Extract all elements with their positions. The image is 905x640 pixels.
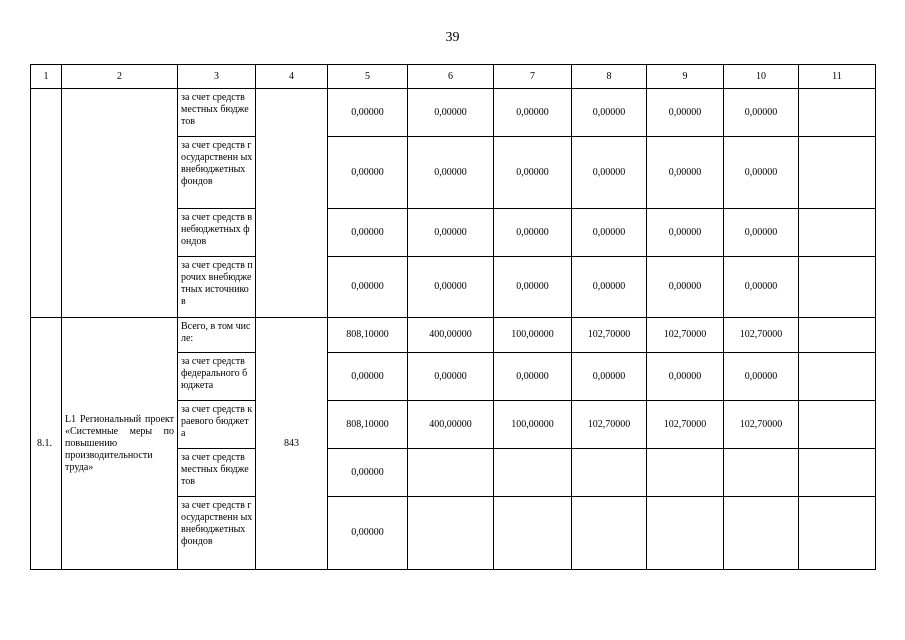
amount-cell: 0,00000 (647, 209, 724, 257)
amount-cell: 0,00000 (572, 209, 647, 257)
column-header: 8 (572, 65, 647, 89)
amount-cell: 400,00000 (408, 401, 494, 449)
amount-cell: 0,00000 (724, 353, 799, 401)
column-header: 5 (328, 65, 408, 89)
row-number-cell: 8.1. (31, 318, 62, 570)
column-header: 7 (494, 65, 572, 89)
amount-cell: 0,00000 (724, 137, 799, 209)
amount-cell (408, 497, 494, 570)
amount-cell: 102,70000 (647, 401, 724, 449)
amount-cell: 0,00000 (494, 209, 572, 257)
amount-cell: 0,00000 (572, 257, 647, 318)
column-header: 4 (256, 65, 328, 89)
amount-cell: 0,00000 (494, 89, 572, 137)
amount-cell: 0,00000 (647, 353, 724, 401)
amount-cell: 0,00000 (408, 257, 494, 318)
amount-cell: 0,00000 (572, 137, 647, 209)
column-header: 6 (408, 65, 494, 89)
note-cell (799, 318, 876, 353)
amount-cell: 0,00000 (408, 353, 494, 401)
amount-cell (572, 497, 647, 570)
amount-cell: 0,00000 (328, 449, 408, 497)
funding-source-cell: за счет средств местных бюджетов (178, 449, 256, 497)
amount-cell: 0,00000 (724, 89, 799, 137)
table-body (31, 65, 876, 570)
amount-cell: 102,70000 (572, 318, 647, 353)
note-cell (799, 89, 876, 137)
amount-cell (408, 449, 494, 497)
amount-cell: 0,00000 (494, 137, 572, 209)
note-cell (799, 137, 876, 209)
amount-cell: 808,10000 (328, 401, 408, 449)
amount-cell: 808,10000 (328, 318, 408, 353)
amount-cell: 0,00000 (328, 209, 408, 257)
code-cell: 843 (256, 318, 328, 570)
amount-cell: 0,00000 (408, 137, 494, 209)
note-cell (799, 449, 876, 497)
code-cell (256, 89, 328, 318)
amount-cell: 0,00000 (328, 257, 408, 318)
amount-cell: 102,70000 (572, 401, 647, 449)
funding-source-cell: за счет средств местных бюджетов (178, 89, 256, 137)
column-header: 3 (178, 65, 256, 89)
table-row (31, 89, 876, 137)
amount-cell: 0,00000 (724, 257, 799, 318)
amount-cell: 100,00000 (494, 318, 572, 353)
amount-cell (647, 449, 724, 497)
column-header: 10 (724, 65, 799, 89)
amount-cell: 0,00000 (647, 257, 724, 318)
note-cell (799, 401, 876, 449)
amount-cell: 100,00000 (494, 401, 572, 449)
amount-cell: 0,00000 (494, 353, 572, 401)
column-header: 9 (647, 65, 724, 89)
amount-cell (494, 497, 572, 570)
note-cell (799, 497, 876, 570)
column-header: 1 (31, 65, 62, 89)
amount-cell: 0,00000 (328, 497, 408, 570)
funding-source-cell: за счет средств прочих внебюджетных источников (178, 257, 256, 318)
funding-source-cell: за счет средств государственн ых внебюджетных фондов (178, 497, 256, 570)
amount-cell: 0,00000 (408, 209, 494, 257)
amount-cell: 400,00000 (408, 318, 494, 353)
amount-cell: 0,00000 (494, 257, 572, 318)
amount-cell: 0,00000 (572, 353, 647, 401)
funding-source-cell: за счет средств федерального бюджета (178, 353, 256, 401)
column-header: 2 (62, 65, 178, 89)
project-name-cell: L1 Региональный проект «Системные меры по повышению производительности труда» (62, 318, 178, 570)
column-header: 11 (799, 65, 876, 89)
amount-cell: 0,00000 (572, 89, 647, 137)
amount-cell: 0,00000 (724, 209, 799, 257)
amount-cell: 0,00000 (328, 137, 408, 209)
amount-cell (724, 449, 799, 497)
table-row (31, 318, 876, 353)
funding-source-cell: Всего, в том числе: (178, 318, 256, 353)
budget-table (30, 64, 876, 570)
amount-cell: 102,70000 (724, 401, 799, 449)
project-name-cell (62, 89, 178, 318)
row-number-cell (31, 89, 62, 318)
amount-cell (647, 497, 724, 570)
amount-cell: 0,00000 (647, 137, 724, 209)
note-cell (799, 209, 876, 257)
funding-source-cell: за счет средств государственн ых внебюджетных фондов (178, 137, 256, 209)
page-number: 39 (445, 30, 460, 45)
amount-cell (494, 449, 572, 497)
funding-source-cell: за счет средств краевого бюджета (178, 401, 256, 449)
note-cell (799, 353, 876, 401)
amount-cell: 102,70000 (724, 318, 799, 353)
note-cell (799, 257, 876, 318)
funding-source-cell: за счет средств внебюджетных фондов (178, 209, 256, 257)
amount-cell (572, 449, 647, 497)
amount-cell: 0,00000 (647, 89, 724, 137)
amount-cell: 102,70000 (647, 318, 724, 353)
header-row (31, 65, 876, 89)
amount-cell (724, 497, 799, 570)
amount-cell: 0,00000 (328, 89, 408, 137)
amount-cell: 0,00000 (328, 353, 408, 401)
amount-cell: 0,00000 (408, 89, 494, 137)
